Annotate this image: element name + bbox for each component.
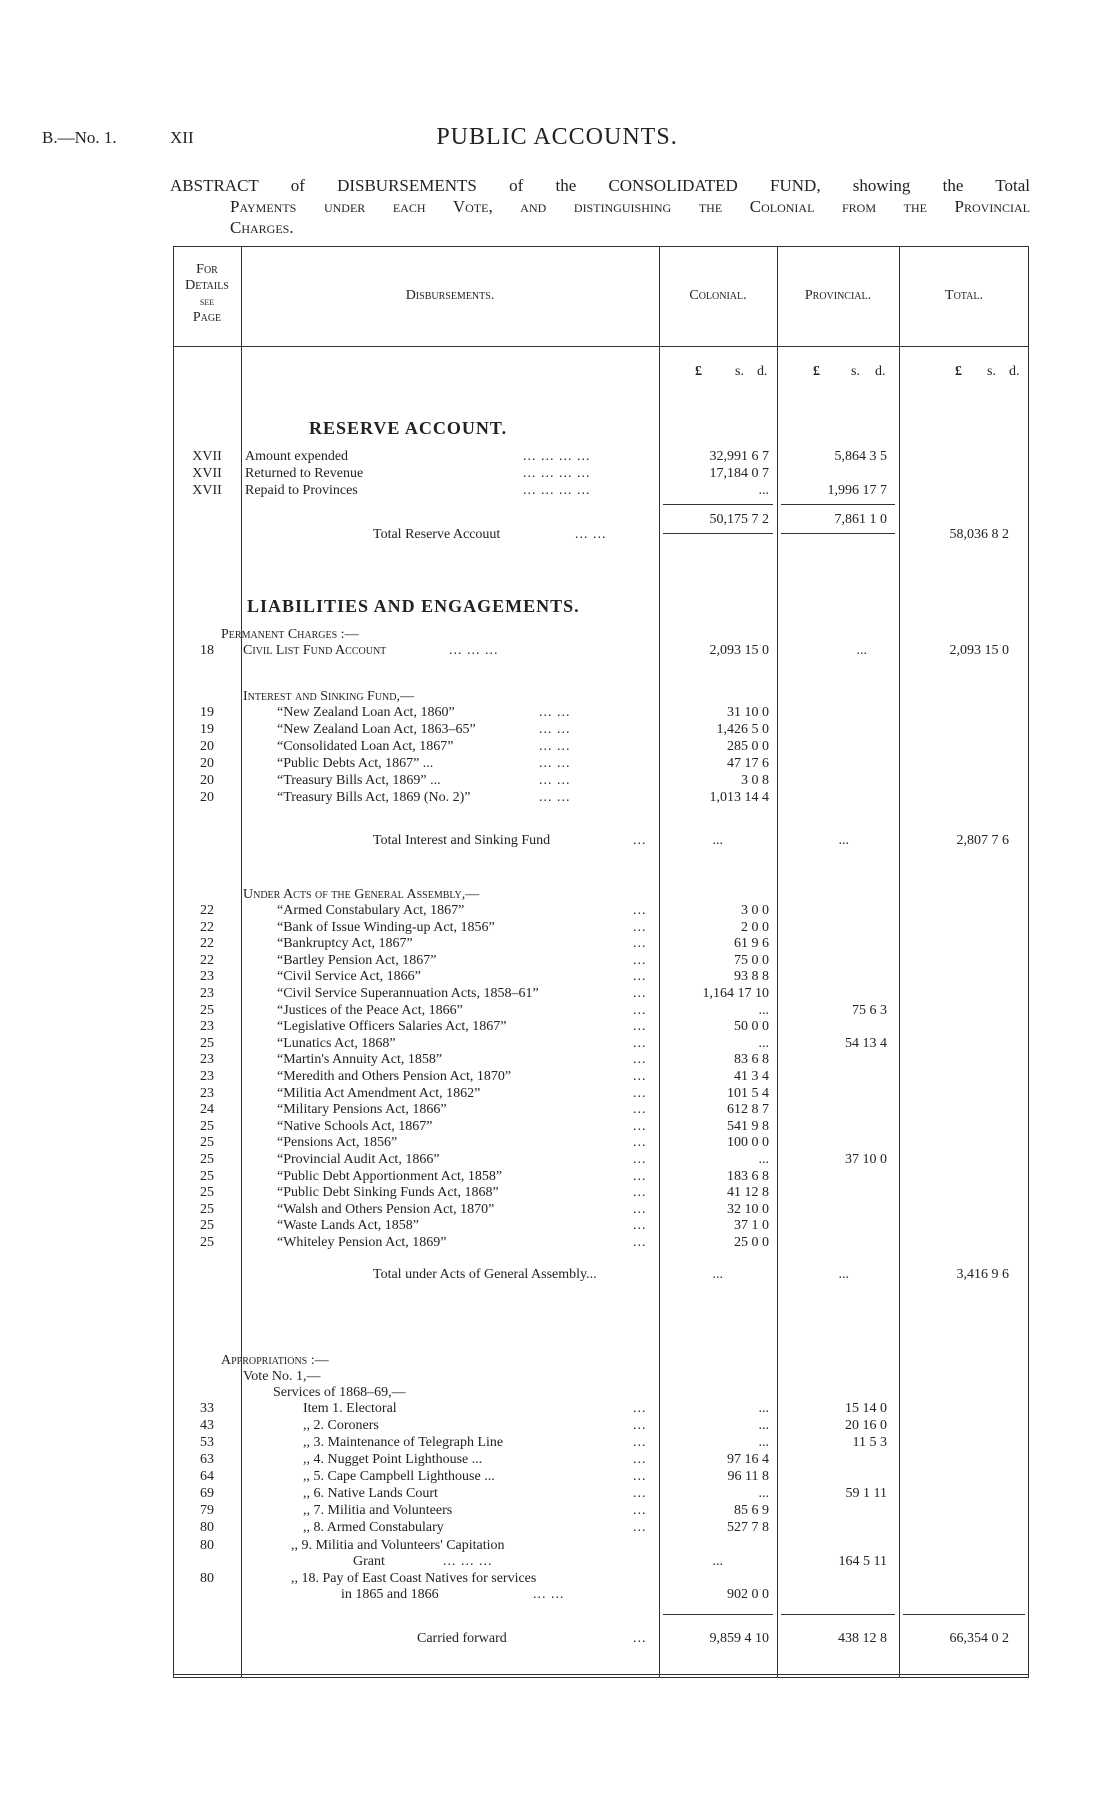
table-row xyxy=(173,482,1029,499)
row-leaders: ... xyxy=(633,1486,647,1501)
row-page: 22 xyxy=(200,936,214,952)
row-desc: Returned to Revenue xyxy=(245,466,364,481)
row-desc: “Provincial Audit Act, 1866” xyxy=(277,1152,440,1167)
row-desc: “Military Pensions Act, 1866” xyxy=(277,1102,447,1118)
row-leaders: ... xyxy=(633,1469,647,1484)
row-leaders: ... xyxy=(633,919,647,935)
row-desc: “Civil Service Act, 1866” xyxy=(277,969,421,985)
row-page: 22 xyxy=(200,903,214,918)
row-leaders: ... xyxy=(633,969,647,985)
table-row xyxy=(173,1234,1029,1251)
row-provincial: ... xyxy=(838,833,849,848)
row-colonial: 3 0 0 xyxy=(741,903,769,918)
row-page: 25 xyxy=(200,1152,214,1167)
row-leaders: ... xyxy=(633,903,647,918)
row-page: 25 xyxy=(200,1201,214,1217)
row-colonial: 41 12 8 xyxy=(727,1185,769,1201)
row-page: 69 xyxy=(200,1486,214,1501)
row-colonial: 41 3 4 xyxy=(734,1069,769,1084)
carried-forward-label: Carried forward xyxy=(417,1631,507,1646)
row-colonial: 3 0 8 xyxy=(741,773,769,788)
row-leaders: ... ... ... ... xyxy=(523,466,591,481)
reserve-total-row xyxy=(173,526,1029,543)
liabilities-heading: LIABILITIES AND ENGAGEMENTS. xyxy=(247,596,580,616)
disbursements-table: For Details see Page Disbursements. Colonial. Provincial. Total. £ s. d. £ s. d. £ s. d. RESERVE ACCOUNT. XVII Amount expended ... ... ... ... 32,991 6 7 5,864 3 5 XVII Returned to Revenue ... ... ... ... 17,184 0 7 XVII Repaid to Provinces ... ... ... ... ... 1,996 17 7 50,175 7 2 7,861 1 0 Total Reserve Accouut ... ... 58,036 8 2 LIABILITIES AND ENGAGEMENTS. Permanent Charges :— 18 Civil List Fund Account ... ... ... 2,093 15 0 ... 2,093 15 0 Interest and Sinking Fund,— Total Interest and Sinking Fund ... ... ... 2,807 7 6 Under Acts of the General Assembly,— Total under Acts of General Assembly... ... ... 3,416 9 6 Appropriations :— Vote No. 1,— Services of 1868–69,— 80 ,, 9. Militia and Volunteers' Capitation Grant ... ... ... ... 164 5 11 80 ,, 18. Pay of East Coast Natives for services in 1865 and 1866 ... ... 902 0 0 Carried forward ... 9,859 4 10 438 12 8 66,354 0 2 19 “New Zealand Loan Act, 1860” ... ... 31 10 0 19 “New Zealand Loan Act, 1863–65” ... ... 1,426 5 0 20 “Consolidated Loan Act, 1867” ... ... 285 0 0 20 “Public Debts Act, 1867” ... ... ... 47 17 6 20 “Treasury Bills Act, 1869” ... ... ... 3 0 8 20 “Treasury Bills Act, 1869 (No. 2)” ... ... 1,013 14 4 22 “Armed Constabulary Act, 1867” ... 3 0 0 22 “Bank of Issue Winding-up Act, 1856” ... 2 0 0 22 “Bankruptcy Act, 1867” ... 61 9 6 22 “Bartley Pension Act, 1867” ... 75 0 0 23 “Civil Service Act, 1866” ... 93 8 8 23 “Civil Service Superannuation Acts, 1858–61” ... 1,164 17 10 25 “Justices of the Peace Act, 1866” ... ... 75 6 3 23 “Legislative Officers Salaries Act, 1867” ... 50 0 0 25 “Lunatics Act, 1868” ... ... 54 13 4 23 “Martin's Annuity Act, 1858” ... 83 6 8 23 “Meredith and Others Pension Act, 1870” ... 41 3 4 23 “Militia Act Amendment Act, 1862” ... 101 5 4 24 “Military Pensions Act, 1866” ... 612 8 7 25 “Native Schools Act, 1867” ... 541 9 8 25 “Pensions Act, 1856” ... 100 0 0 25 “Provincial Audit Act, 1866” ... ... 37 10 0 25 “Public Debt Apportionment Act, 1858” ... 183 6 8 25 “Public Debt Sinking Funds Act, 1868” ... 41 12 8 25 “Walsh and Others Pension Act, 1870” ... 32 10 0 25 “Waste Lands Act, 1858” ... 37 1 0 25 “Whiteley Pension Act, 1869” ... 25 0 0 33 Item 1. Electoral ... ... 15 14 0 43 ,, 2. Coroners ... ... 20 16 0 53 ,, 3. Maintenance of Telegraph Line ... ... 11 5 3 63 ,, 4. Nugget Point Lighthouse ... ... 97 16 4 64 ,, 5. Cape Campbell Lighthouse ... ... 96 11 8 69 ,, 6. Native Lands Court ... ... 59 1 11 79 ,, 7. Militia and Volunteers ... 85 6 9 80 ,, 8. Armed Constabulary ... 527 7 8 xyxy=(173,246,1029,1678)
row-page: XVII xyxy=(192,466,222,481)
row-desc: “Bank of Issue Winding-up Act, 1856” xyxy=(277,919,495,935)
table-row xyxy=(173,1400,1029,1417)
row-page: 20 xyxy=(200,773,214,788)
row-desc: Repaid to Provinces xyxy=(245,483,358,498)
row-colonial: 85 6 9 xyxy=(734,1503,769,1518)
row-page: 80 xyxy=(200,1571,214,1586)
row-leaders: ... xyxy=(633,952,647,968)
row-desc: “Bankruptcy Act, 1867” xyxy=(277,936,413,952)
row-desc: “Civil Service Superannuation Acts, 1858–61” xyxy=(277,986,539,1001)
row-leaders: ... ... ... ... xyxy=(523,483,591,498)
row-colonial: 37 1 0 xyxy=(734,1218,769,1234)
table-row xyxy=(173,1168,1029,1185)
row-desc: “Consolidated Loan Act, 1867” xyxy=(277,739,454,754)
table-row xyxy=(173,919,1029,936)
table-row xyxy=(173,1085,1029,1102)
row-colonial: 47 17 6 xyxy=(727,756,769,771)
table-row xyxy=(173,465,1029,482)
row-provincial: ... xyxy=(838,1267,849,1282)
page-title: PUBLIC ACCOUNTS. xyxy=(436,124,678,150)
table-row xyxy=(173,1151,1029,1168)
table-row xyxy=(173,1118,1029,1135)
table-row xyxy=(173,952,1029,969)
row-desc: Grant xyxy=(353,1554,385,1569)
row-desc: “Public Debt Apportionment Act, 1858” xyxy=(277,1168,503,1184)
header-bottom-border xyxy=(173,346,1029,347)
document-number: B.—No. 1. xyxy=(42,128,117,147)
row-colonial: 93 8 8 xyxy=(734,969,769,985)
row-colonial: 100 0 0 xyxy=(727,1135,769,1151)
row-colonial: 75 0 0 xyxy=(734,952,769,968)
east-coast-row-2 xyxy=(173,1586,1029,1603)
row-leaders: ... xyxy=(633,936,647,952)
table-row xyxy=(173,968,1029,985)
row-colonial: 2 0 0 xyxy=(741,919,769,935)
carried-forward-row xyxy=(173,1630,1029,1647)
row-page: 19 xyxy=(200,722,214,737)
row-page: 63 xyxy=(200,1452,214,1467)
subtitle-line-1: ABSTRACT of DISBURSEMENTS of the CONSOLIDATED FUND, showing the Total xyxy=(170,176,1030,195)
table-row xyxy=(173,1451,1029,1468)
row-desc: “Armed Constabulary Act, 1867” xyxy=(277,903,465,918)
row-colonial: 61 9 6 xyxy=(734,936,769,952)
total-rule-provincial xyxy=(781,533,895,534)
row-desc: ,, 8. Armed Constabulary xyxy=(303,1520,444,1535)
row-page: 20 xyxy=(200,739,214,754)
row-page: 53 xyxy=(200,1435,214,1450)
interest-label-row xyxy=(173,688,1029,705)
table-row xyxy=(173,1417,1029,1434)
row-provincial: 59 1 11 xyxy=(845,1486,887,1501)
row-leaders: ... xyxy=(633,1185,647,1201)
row-leaders: ... xyxy=(633,1085,647,1101)
row-colonial: 97 16 4 xyxy=(727,1452,769,1467)
table-row xyxy=(173,1201,1029,1218)
row-desc: Permanent Charges :— xyxy=(221,627,359,642)
row-total: 2,807 7 6 xyxy=(956,833,1009,848)
carried-forward-provincial: 438 12 8 xyxy=(838,1631,887,1646)
row-colonial: 83 6 8 xyxy=(734,1052,769,1068)
row-desc: Services of 1868–69,— xyxy=(273,1385,406,1400)
table-bottom-border-2 xyxy=(173,1677,1029,1678)
row-page: 23 xyxy=(200,1052,214,1068)
row-desc: “New Zealand Loan Act, 1860” xyxy=(277,705,455,720)
acts-label-row xyxy=(173,886,1029,903)
row-desc: “Meredith and Others Pension Act, 1870” xyxy=(277,1069,512,1084)
table-row xyxy=(173,1101,1029,1118)
table-row xyxy=(173,448,1029,465)
table-row xyxy=(173,755,1029,772)
row-page: 22 xyxy=(200,919,214,935)
total-rule-colonial xyxy=(663,533,773,534)
row-colonial: 2,093 15 0 xyxy=(709,643,769,658)
row-page: 25 xyxy=(200,1185,214,1201)
subtitle-line-3: Charges. xyxy=(230,218,294,237)
militia-grant-row xyxy=(173,1537,1029,1554)
row-provincial: ... xyxy=(856,643,867,658)
row-desc: ,, 4. Nugget Point Lighthouse ... xyxy=(303,1452,483,1467)
row-leaders: ... ... ... xyxy=(449,643,499,658)
row-colonial: 612 8 7 xyxy=(727,1102,769,1118)
row-leaders: ... xyxy=(633,833,647,848)
row-colonial: 1,426 5 0 xyxy=(716,722,769,737)
row-leaders: ... xyxy=(633,1069,647,1084)
row-desc: ,, 2. Coroners xyxy=(303,1418,379,1433)
row-colonial: 183 6 8 xyxy=(727,1168,769,1184)
reserve-account-heading: RESERVE ACCOUNT. xyxy=(309,418,508,438)
carried-forward-colonial: 9,859 4 10 xyxy=(709,1631,769,1646)
row-desc: Amount expended xyxy=(245,449,349,464)
row-desc: “Public Debt Sinking Funds Act, 1868” xyxy=(277,1185,499,1201)
cf-rule-colonial xyxy=(663,1614,773,1615)
row-desc: “Treasury Bills Act, 1869 (No. 2)” xyxy=(277,790,471,805)
row-desc: Total Interest and Sinking Fund xyxy=(373,833,551,848)
row-colonial: 31 10 0 xyxy=(727,705,769,720)
row-colonial: 32,991 6 7 xyxy=(709,449,769,464)
row-desc: “Militia Act Amendment Act, 1862” xyxy=(277,1085,481,1101)
table-row xyxy=(173,1184,1029,1201)
acts-total-row xyxy=(173,1266,1029,1283)
row-leaders: ... xyxy=(633,1002,647,1018)
row-provincial: 37 10 0 xyxy=(845,1152,887,1167)
row-colonial: ... xyxy=(758,1418,769,1433)
row-colonial: ... xyxy=(712,1554,723,1569)
row-leaders: ... xyxy=(633,1135,647,1151)
row-provincial: 20 16 0 xyxy=(845,1418,887,1433)
row-desc: “New Zealand Loan Act, 1863–65” xyxy=(277,722,476,737)
row-desc: “Justices of the Peace Act, 1866” xyxy=(277,1002,463,1018)
col-header-colonial: Colonial. xyxy=(689,288,747,303)
row-leaders: ... ... xyxy=(539,739,571,754)
table-row xyxy=(173,1434,1029,1451)
row-desc: “Martin's Annuity Act, 1858” xyxy=(277,1052,443,1068)
table-row xyxy=(173,1217,1029,1234)
row-leaders: ... xyxy=(633,1118,647,1134)
civil-list-row xyxy=(173,642,1029,659)
row-desc: Appropriations :— xyxy=(221,1353,329,1368)
subtotal-colonial: 50,175 7 2 xyxy=(709,512,769,527)
row-desc: ,, 6. Native Lands Court xyxy=(303,1486,438,1501)
row-desc: ,, 7. Militia and Volunteers xyxy=(303,1503,453,1518)
row-provincial: 11 5 3 xyxy=(852,1435,887,1450)
table-bottom-border xyxy=(173,1674,1029,1675)
row-page: 80 xyxy=(200,1520,214,1535)
row-desc: ,, 5. Cape Campbell Lighthouse ... xyxy=(303,1469,495,1484)
row-leaders: ... xyxy=(633,1168,647,1184)
table-row xyxy=(173,1519,1029,1536)
table-row xyxy=(173,789,1029,806)
row-desc: “Lunatics Act, 1868” xyxy=(277,1035,396,1051)
row-desc: ,, 3. Maintenance of Telegraph Line xyxy=(303,1435,504,1450)
row-leaders: ... xyxy=(633,1503,647,1518)
row-colonial: ... xyxy=(758,1486,769,1501)
row-colonial: 25 0 0 xyxy=(734,1235,769,1250)
row-leaders: ... ... xyxy=(539,790,571,805)
cf-rule-provincial xyxy=(781,1614,895,1615)
interest-total-row xyxy=(173,832,1029,849)
row-page: 22 xyxy=(200,952,214,968)
row-leaders: ... xyxy=(633,1019,647,1035)
carried-forward-total: 66,354 0 2 xyxy=(949,1631,1009,1646)
row-leaders: ... xyxy=(633,1052,647,1068)
table-row xyxy=(173,1051,1029,1068)
subtotal-rule-colonial xyxy=(663,504,773,505)
table-row xyxy=(173,1134,1029,1151)
row-desc: Interest and Sinking Fund,— xyxy=(243,689,414,704)
row-leaders: ... xyxy=(633,1035,647,1051)
row-desc: “Public Debts Act, 1867” ... xyxy=(277,756,434,771)
row-page: 23 xyxy=(200,986,214,1001)
row-leaders: ... xyxy=(633,1218,647,1234)
row-page: 79 xyxy=(200,1503,214,1518)
row-leaders: ... xyxy=(633,1235,647,1250)
subtitle-line-2: Payments under each Vote, and distinguishing the Colonial from the Provincial xyxy=(230,197,1030,216)
row-page: 18 xyxy=(200,643,214,658)
row-colonial: 1,164 17 10 xyxy=(702,986,769,1001)
row-desc: Item 1. Electoral xyxy=(303,1401,397,1416)
row-page: 20 xyxy=(200,756,214,771)
row-page: 64 xyxy=(200,1469,214,1484)
row-total: 2,093 15 0 xyxy=(949,643,1009,658)
table-row xyxy=(173,721,1029,738)
row-desc: “Whiteley Pension Act, 1869” xyxy=(277,1235,447,1250)
table-row xyxy=(173,985,1029,1002)
cf-rule-total xyxy=(903,1614,1025,1615)
row-desc: Civil List Fund Account xyxy=(243,643,387,658)
row-leaders: ... xyxy=(633,1152,647,1167)
row-colonial: 541 9 8 xyxy=(727,1118,769,1134)
row-colonial: 902 0 0 xyxy=(727,1587,769,1602)
vote-row xyxy=(173,1368,1029,1385)
row-page: 25 xyxy=(200,1235,214,1250)
page-number-roman: XII xyxy=(170,128,194,147)
row-leaders: ... ... xyxy=(533,1587,565,1602)
table-row xyxy=(173,1018,1029,1035)
row-desc: “Waste Lands Act, 1858” xyxy=(277,1218,419,1234)
row-colonial: ... xyxy=(758,1435,769,1450)
row-page: 23 xyxy=(200,1085,214,1101)
row-desc: “Pensions Act, 1856” xyxy=(277,1135,398,1151)
row-page: 25 xyxy=(200,1168,214,1184)
table-row xyxy=(173,772,1029,789)
row-leaders: ... ... ... ... xyxy=(523,449,591,464)
row-provincial: 75 6 3 xyxy=(852,1002,887,1018)
table-row xyxy=(173,738,1029,755)
col-header-provincial: Provincial. xyxy=(804,288,872,303)
row-colonial: ... xyxy=(758,1152,769,1167)
col-header-total: Total. xyxy=(945,288,983,303)
row-page: 24 xyxy=(200,1102,214,1118)
table-row xyxy=(173,1485,1029,1502)
row-provincial: 1,996 17 7 xyxy=(827,483,887,498)
row-colonial: 17,184 0 7 xyxy=(709,466,769,481)
row-page: 25 xyxy=(200,1135,214,1151)
row-total: 58,036 8 2 xyxy=(949,527,1009,542)
row-leaders: ... xyxy=(633,1452,647,1467)
row-colonial: 50 0 0 xyxy=(734,1019,769,1035)
row-colonial: 96 11 8 xyxy=(727,1469,769,1484)
row-page: 25 xyxy=(200,1118,214,1134)
subtotal-provincial: 7,861 1 0 xyxy=(834,512,887,527)
row-colonial: ... xyxy=(712,833,723,848)
row-page: XVII xyxy=(192,483,222,498)
row-page: 25 xyxy=(200,1218,214,1234)
east-coast-row xyxy=(173,1570,1029,1587)
row-colonial: 285 0 0 xyxy=(727,739,769,754)
table-row xyxy=(173,935,1029,952)
row-page: 23 xyxy=(200,1069,214,1084)
col-header-disbursements: Disbursements. xyxy=(405,288,495,303)
row-desc: “Native Schools Act, 1867” xyxy=(277,1118,433,1134)
militia-grant-row-2 xyxy=(173,1553,1029,1570)
row-colonial: 32 10 0 xyxy=(727,1201,769,1217)
row-leaders: ... xyxy=(633,1435,647,1450)
row-colonial: 1,013 14 4 xyxy=(709,790,769,805)
appropriations-label-row xyxy=(173,1352,1029,1369)
row-provincial: 15 14 0 xyxy=(845,1401,887,1416)
services-row xyxy=(173,1384,1029,1401)
row-colonial: ... xyxy=(758,483,769,498)
table-row xyxy=(173,704,1029,721)
row-desc: Vote No. 1,— xyxy=(243,1369,321,1384)
row-desc: “Treasury Bills Act, 1869” ... xyxy=(277,773,441,788)
row-page: XVII xyxy=(192,449,222,464)
row-provincial: 164 5 11 xyxy=(838,1554,887,1569)
table-subtitle xyxy=(170,175,1030,238)
row-colonial: 101 5 4 xyxy=(727,1085,769,1101)
row-page: 23 xyxy=(200,1019,214,1035)
row-desc: Total under Acts of General Assembly... xyxy=(373,1267,597,1282)
table-row xyxy=(173,1068,1029,1085)
row-colonial: ... xyxy=(758,1002,769,1018)
row-colonial: ... xyxy=(758,1035,769,1051)
row-page: 33 xyxy=(200,1401,214,1416)
row-colonial: ... xyxy=(758,1401,769,1416)
row-leaders: ... xyxy=(633,1418,647,1433)
row-page: 25 xyxy=(200,1002,214,1018)
row-leaders: ... xyxy=(633,1401,647,1416)
table-row xyxy=(173,902,1029,919)
row-desc: Total Reserve Accouut xyxy=(373,527,501,542)
row-page: 19 xyxy=(200,705,214,720)
row-leaders: ... ... xyxy=(539,722,571,737)
row-leaders: ... ... xyxy=(539,705,571,720)
row-leaders: ... ... ... xyxy=(443,1554,493,1569)
row-page: 43 xyxy=(200,1418,214,1433)
row-page: 80 xyxy=(200,1538,214,1553)
row-desc: in 1865 and 1866 xyxy=(341,1587,439,1602)
row-desc: “Walsh and Others Pension Act, 1870” xyxy=(277,1201,495,1217)
table-row xyxy=(173,1468,1029,1485)
row-leaders: ... xyxy=(633,986,647,1001)
row-desc: ,, 9. Militia and Volunteers' Capitation xyxy=(291,1538,505,1553)
row-desc: ,, 18. Pay of East Coast Natives for services xyxy=(291,1571,537,1586)
table-row xyxy=(173,1502,1029,1519)
row-leaders: ... ... xyxy=(575,527,607,542)
row-provincial: 5,864 3 5 xyxy=(834,449,887,464)
permanent-charges-label-row xyxy=(173,626,1029,643)
col-header-details: For Details see Page xyxy=(185,262,229,325)
row-leaders: ... xyxy=(633,1631,647,1646)
table-row xyxy=(173,1035,1029,1052)
table-top-border xyxy=(173,246,1029,247)
row-provincial: 54 13 4 xyxy=(845,1035,887,1051)
row-page: 23 xyxy=(200,969,214,985)
row-page: 25 xyxy=(200,1035,214,1051)
row-desc: Under Acts of the General Assembly,— xyxy=(243,887,480,902)
row-desc: “Legislative Officers Salaries Act, 1867” xyxy=(277,1019,507,1035)
row-leaders: ... xyxy=(633,1201,647,1217)
subtotal-rule-provincial xyxy=(781,504,895,505)
row-leaders: ... ... xyxy=(539,773,571,788)
row-colonial: 527 7 8 xyxy=(727,1520,769,1535)
table-row xyxy=(173,1002,1029,1019)
row-leaders: ... ... xyxy=(539,756,571,771)
row-page: 20 xyxy=(200,790,214,805)
row-leaders: ... xyxy=(633,1102,647,1118)
row-leaders: ... xyxy=(633,1520,647,1535)
row-total: 3,416 9 6 xyxy=(956,1267,1009,1282)
row-colonial: ... xyxy=(712,1267,723,1282)
row-desc: “Bartley Pension Act, 1867” xyxy=(277,952,437,968)
